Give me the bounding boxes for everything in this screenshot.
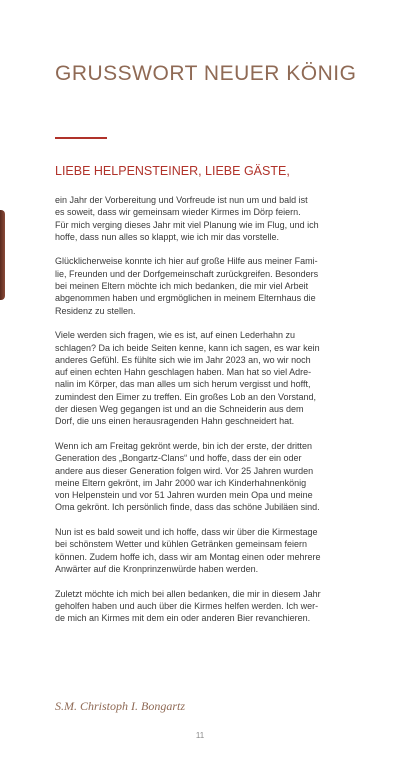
- text-line: de mich an Kirmes mit dem ein oder anderen Bier revanchieren.: [55, 613, 311, 624]
- text-line: bei schönstem Wetter und kühlen Getränken gemeinsam feiern: [55, 539, 307, 550]
- text-line: bei meinen Eltern möchte ich mich bedanken, die mir viel Arbeit: [55, 281, 309, 292]
- text-line: andere aus dieser Generation folgen wird. Vor 25 Jahren wurden: [55, 465, 314, 476]
- text-line: von Helpenstein und vor 51 Jahren wurden mein Opa und meine: [55, 490, 313, 501]
- text-line: geholfen haben und auch über die Kirmes helfen werden. Ich wer-: [55, 600, 319, 611]
- text-line: anderes Gefühl. Es fühlte sich wie im Jahr 2023 an, wo wir noch: [55, 354, 311, 365]
- salutation-heading: LIEBE HELPENSTEINER, LIEBE GÄSTE,: [55, 164, 290, 178]
- paragraph-6: [55, 588, 355, 625]
- paragraph-2: [55, 255, 355, 316]
- paragraph-3: [55, 329, 355, 427]
- paragraph-1: [55, 194, 355, 243]
- text-line: nalin im Körper, das man alles um sich herum vergisst und hofft,: [55, 379, 311, 390]
- text-line: Glücklicherweise konnte ich hier auf große Hilfe aus meiner Fami-: [55, 256, 318, 267]
- text-line: Für mich verging dieses Jahr mit viel Planung wie im Flug, und ich: [55, 219, 319, 230]
- text-line: Oma gekrönt. Ich persönlich finde, dass das schöne Jubiläen sind.: [55, 502, 320, 513]
- text-line: Dorf, die uns einen herausragenden Hahn geschneidert hat.: [55, 416, 295, 427]
- text-line: hoffe, dass nun alles so klappt, wie ich mir das vorstelle.: [55, 231, 279, 242]
- text-line: auf einen echten Hahn geschlagen haben. Man hat so viel Adre-: [55, 367, 312, 378]
- letter-body: [55, 194, 355, 637]
- text-line: Residenz zu stellen.: [55, 305, 136, 316]
- text-line: es soweit, dass wir gemeinsam wieder Kirmes im Dörp feiern.: [55, 207, 301, 218]
- text-line: Zuletzt möchte ich mich bei allen bedanken, die mir in diesem Jahr: [55, 588, 321, 599]
- text-line: Nun ist es bald soweit und ich hoffe, dass wir über die Kirmestage: [55, 527, 318, 538]
- text-line: Generation des „Bongartz-Clans“ und hoffe, dass der ein oder: [55, 453, 302, 464]
- text-line: können. Zudem hoffe ich, dass wir am Montag einen oder mehrere: [55, 551, 321, 562]
- text-line: Wenn ich am Freitag gekrönt werde, bin ich der erste, der dritten: [55, 440, 312, 451]
- signature: S.M. Christoph I. Bongartz: [55, 699, 186, 713]
- paragraph-4: [55, 440, 355, 514]
- text-line: schlagen? Da ich beide Seiten kenne, kann ich sagen, es war kein: [55, 342, 320, 353]
- text-line: ein Jahr der Vorbereitung und Vorfreude ist nun um und bald ist: [55, 195, 308, 205]
- text-line: Viele werden sich fragen, wie es ist, auf einen Lederhahn zu: [55, 330, 295, 341]
- text-line: der diesen Weg gegangen ist und an die Schneiderin aus dem: [55, 404, 304, 415]
- text-line: meine Eltern gekrönt, im Jahr 2000 war ich Kinderhahnenkönig: [55, 477, 307, 488]
- text-line: abgenommen haben und ergmöglichen in meinem Elternhaus die: [55, 293, 316, 304]
- paragraph-5: [55, 526, 355, 575]
- text-line: zumindest den Eimer zu treffen. Ein großes Lob an den Vorstand,: [55, 391, 316, 402]
- title-divider: [55, 137, 107, 139]
- page-title: GRUSSWORT NEUER KÖNIG: [55, 62, 357, 85]
- text-line: lie, Freunden und der Dorfgemeinschaft zurückgreifen. Besonders: [55, 268, 319, 279]
- text-line: Anwärter auf die Kronprinzenwürde haben werden.: [55, 563, 259, 574]
- adjacent-page-edge: [0, 210, 5, 300]
- page-number: 11: [195, 731, 205, 740]
